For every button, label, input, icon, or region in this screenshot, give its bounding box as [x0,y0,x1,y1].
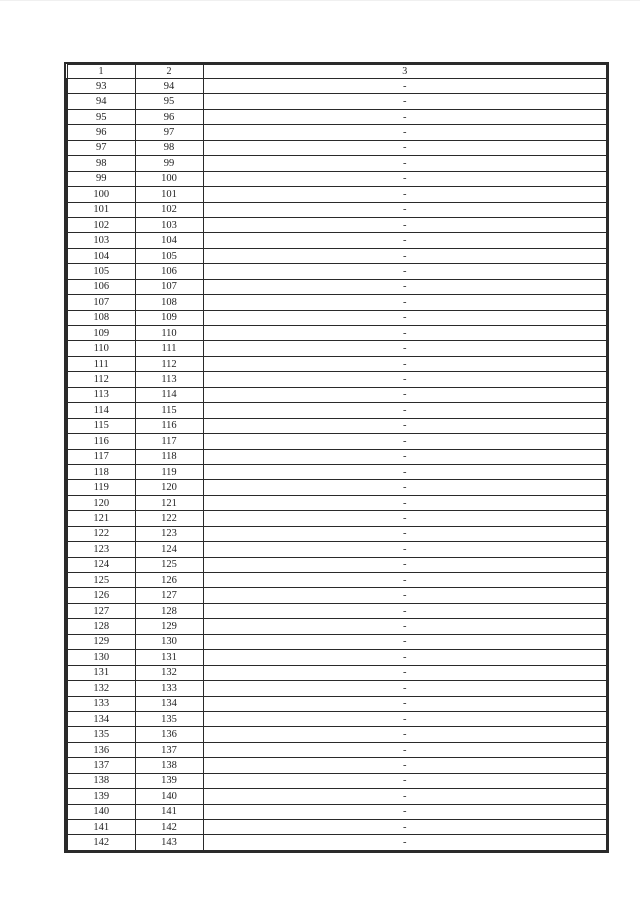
table-cell-col-2: 112 [135,356,203,371]
table-cell-col-3: - [203,742,607,757]
table-cell-col-3: - [203,820,607,835]
table-cell-col-2: 127 [135,588,203,603]
table-row [67,603,607,618]
table-row [67,650,607,665]
table-cell-col-2: 122 [135,511,203,526]
table-cell-col-3: - [203,573,607,588]
table-cell-col-1: 94 [67,94,135,109]
table-cell-col-2: 126 [135,573,203,588]
table-cell-col-1: 122 [67,526,135,541]
table-row [67,171,607,186]
table-cell-col-3: - [203,341,607,356]
table-cell-col-3: - [203,464,607,479]
table-cell-col-3: - [203,125,607,140]
table-cell-col-1: 126 [67,588,135,603]
table-row [67,418,607,433]
table-cell-col-3: - [203,650,607,665]
table-cell-col-2: 136 [135,727,203,742]
table-cell-col-2: 114 [135,387,203,402]
table-cell-col-2: 138 [135,758,203,773]
table-cell-col-1: 121 [67,511,135,526]
table-row [67,773,607,788]
table-cell-col-2: 108 [135,295,203,310]
table-cell-col-2: 94 [135,79,203,94]
table-cell-col-3: - [203,511,607,526]
table-cell-col-2: 102 [135,202,203,217]
table-row [67,140,607,155]
table-cell-col-3: - [203,727,607,742]
table-cell-col-1: 128 [67,619,135,634]
table-cell-col-1: 93 [67,79,135,94]
table-cell-col-1: 133 [67,696,135,711]
table-cell-col-3: - [203,526,607,541]
table-cell-col-1: 136 [67,742,135,757]
table-cell-col-1: 118 [67,464,135,479]
table-row [67,681,607,696]
table-row [67,94,607,109]
table-row [67,217,607,232]
table-cell-col-3: - [203,94,607,109]
table-cell-col-1: 120 [67,495,135,510]
table-cell-col-1: 102 [67,217,135,232]
table-row [67,727,607,742]
table-cell-col-2: 109 [135,310,203,325]
data-table-frame [64,62,609,853]
table-cell-col-2: 100 [135,171,203,186]
table-cell-col-1: 139 [67,789,135,804]
table-cell-col-2: 95 [135,94,203,109]
table-cell-col-3: - [203,588,607,603]
table-cell-col-2: 128 [135,603,203,618]
table-cell-col-1: 140 [67,804,135,819]
table-cell-col-2: 124 [135,542,203,557]
table-cell-col-3: - [203,109,607,124]
table-cell-col-1: 134 [67,711,135,726]
table-cell-col-2: 117 [135,434,203,449]
table-cell-col-1: 119 [67,480,135,495]
table-row [67,526,607,541]
table-cell-col-3: - [203,434,607,449]
table-cell-col-2: 134 [135,696,203,711]
table-cell-col-2: 98 [135,140,203,155]
table-row [67,588,607,603]
table-row [67,79,607,94]
table-row [67,125,607,140]
table-cell-col-1: 124 [67,557,135,572]
table-cell-col-3: - [203,248,607,263]
table-cell-col-2: 113 [135,372,203,387]
table-cell-col-3: - [203,187,607,202]
table-cell-col-1: 108 [67,310,135,325]
table-cell-col-1: 116 [67,434,135,449]
table-row [67,233,607,248]
table-cell-col-2: 133 [135,681,203,696]
table-row [67,495,607,510]
table-row [67,156,607,171]
table-row [67,634,607,649]
table-row [67,758,607,773]
table-cell-col-1: 97 [67,140,135,155]
table-cell-col-3: - [203,418,607,433]
table-row [67,511,607,526]
table-cell-col-1: 138 [67,773,135,788]
table-row [67,279,607,294]
table-cell-col-3: - [203,634,607,649]
table-cell-col-1: 111 [67,356,135,371]
table-cell-col-3: - [203,758,607,773]
table-cell-col-2: 111 [135,341,203,356]
table-cell-col-1: 113 [67,387,135,402]
table-cell-col-2: 99 [135,156,203,171]
table-cell-col-3: - [203,372,607,387]
table-row [67,573,607,588]
table-cell-col-3: - [203,279,607,294]
table-cell-col-3: - [203,264,607,279]
table-cell-col-3: - [203,603,607,618]
column-header-3: 3 [203,65,607,79]
table-cell-col-3: - [203,665,607,680]
table-row [67,449,607,464]
table-cell-col-2: 135 [135,711,203,726]
table-cell-col-2: 97 [135,125,203,140]
table-cell-col-1: 131 [67,665,135,680]
table-cell-col-1: 142 [67,835,135,850]
table-row [67,542,607,557]
table-cell-col-3: - [203,171,607,186]
column-header-2: 2 [135,65,203,79]
table-cell-col-3: - [203,789,607,804]
table-cell-col-1: 107 [67,295,135,310]
table-cell-col-1: 103 [67,233,135,248]
table-cell-col-3: - [203,356,607,371]
table-cell-col-2: 116 [135,418,203,433]
table-cell-col-1: 141 [67,820,135,835]
table-cell-col-1: 101 [67,202,135,217]
table-row [67,696,607,711]
table-cell-col-2: 101 [135,187,203,202]
table-cell-col-2: 96 [135,109,203,124]
table-cell-col-1: 129 [67,634,135,649]
table-row [67,264,607,279]
table-cell-col-2: 130 [135,634,203,649]
table-cell-col-3: - [203,804,607,819]
table-row [67,464,607,479]
table-row [67,295,607,310]
table-cell-col-1: 132 [67,681,135,696]
table-cell-col-2: 142 [135,820,203,835]
table-cell-col-3: - [203,773,607,788]
table-cell-col-2: 140 [135,789,203,804]
table-row [67,820,607,835]
table-cell-col-2: 118 [135,449,203,464]
table-cell-col-3: - [203,295,607,310]
table-cell-col-1: 117 [67,449,135,464]
table-row [67,187,607,202]
table-cell-col-1: 95 [67,109,135,124]
table-cell-col-3: - [203,711,607,726]
table-cell-col-2: 139 [135,773,203,788]
table-cell-col-2: 129 [135,619,203,634]
table-row [67,109,607,124]
table-cell-col-3: - [203,449,607,464]
table-cell-col-3: - [203,233,607,248]
table-row [67,742,607,757]
column-header-1: 1 [67,65,135,79]
table-cell-col-2: 137 [135,742,203,757]
table-cell-col-3: - [203,835,607,850]
table-cell-col-3: - [203,310,607,325]
table-cell-col-3: - [203,480,607,495]
table-row [67,248,607,263]
table-cell-col-3: - [203,542,607,557]
table-row [67,665,607,680]
table-row [67,557,607,572]
table-cell-col-2: 110 [135,326,203,341]
table-cell-col-2: 105 [135,248,203,263]
table-cell-col-3: - [203,140,607,155]
table-row [67,434,607,449]
table-cell-col-2: 121 [135,495,203,510]
table-cell-col-1: 106 [67,279,135,294]
table-cell-col-3: - [203,557,607,572]
table-header-row [67,65,607,79]
table-cell-col-2: 120 [135,480,203,495]
table-row [67,835,607,850]
table-row [67,372,607,387]
table-cell-col-2: 141 [135,804,203,819]
table-cell-col-1: 105 [67,264,135,279]
table-cell-col-3: - [203,681,607,696]
table-cell-col-1: 130 [67,650,135,665]
table-cell-col-1: 112 [67,372,135,387]
table-cell-col-2: 106 [135,264,203,279]
table-cell-col-3: - [203,403,607,418]
table-cell-col-1: 125 [67,573,135,588]
table-row [67,341,607,356]
table-cell-col-3: - [203,619,607,634]
table-cell-col-2: 123 [135,526,203,541]
table-row [67,480,607,495]
table-cell-col-2: 107 [135,279,203,294]
table-cell-col-1: 99 [67,171,135,186]
table-cell-col-2: 131 [135,650,203,665]
table-row [67,711,607,726]
table-cell-col-3: - [203,202,607,217]
table-cell-col-2: 132 [135,665,203,680]
table-cell-col-1: 110 [67,341,135,356]
table-cell-col-2: 115 [135,403,203,418]
table-cell-col-1: 100 [67,187,135,202]
table-row [67,387,607,402]
table-cell-col-1: 135 [67,727,135,742]
table-cell-col-2: 119 [135,464,203,479]
table-cell-col-3: - [203,495,607,510]
table-cell-col-3: - [203,217,607,232]
table-cell-col-1: 109 [67,326,135,341]
table-cell-col-1: 137 [67,758,135,773]
table-cell-col-1: 96 [67,125,135,140]
table-row [67,403,607,418]
table-row [67,356,607,371]
table-cell-col-3: - [203,326,607,341]
table-cell-col-3: - [203,156,607,171]
table-cell-col-1: 123 [67,542,135,557]
table-cell-col-3: - [203,387,607,402]
table-row [67,310,607,325]
table-row [67,326,607,341]
table-cell-col-1: 114 [67,403,135,418]
table-cell-col-2: 125 [135,557,203,572]
table-row [67,804,607,819]
table-cell-col-1: 104 [67,248,135,263]
table-cell-col-3: - [203,696,607,711]
table-cell-col-3: - [203,79,607,94]
table-cell-col-2: 104 [135,233,203,248]
table-row [67,789,607,804]
table-cell-col-1: 115 [67,418,135,433]
table-cell-col-1: 127 [67,603,135,618]
table-cell-col-2: 103 [135,217,203,232]
table-cell-col-1: 98 [67,156,135,171]
table-row [67,202,607,217]
table-row [67,619,607,634]
table-cell-col-2: 143 [135,835,203,850]
data-table [66,64,607,851]
